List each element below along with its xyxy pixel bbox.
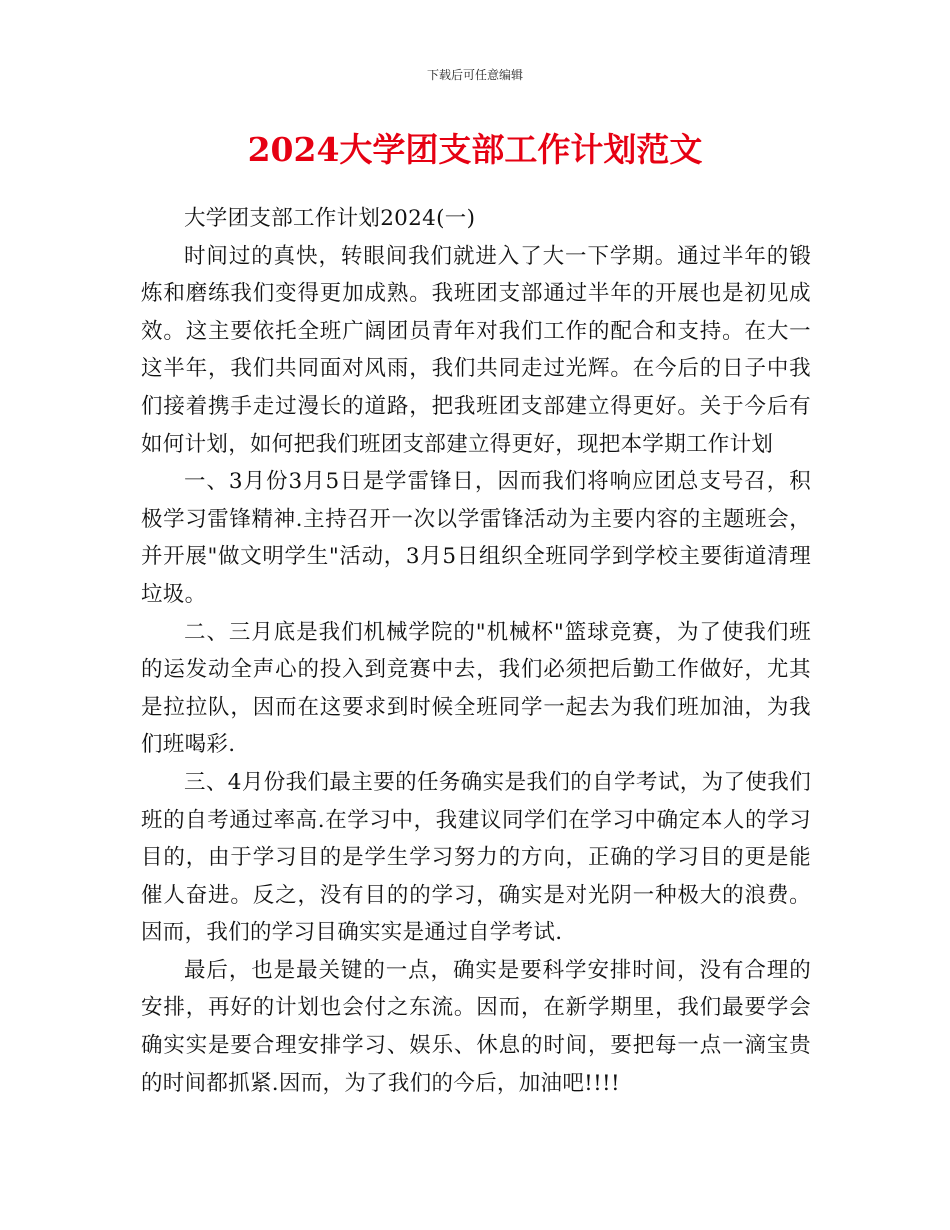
document-title: 2024大学团支部工作计划范文 bbox=[247, 130, 703, 169]
plan-item-basketball: 二、三月底是我们机械学院的"机械杯"篮球竞赛，为了使我们班的运发动全声心的投入到竞赛中去，我们必须把后勤工作做好，尤其是拉拉队，因而在这要求到时候全班同学一起去为我们班加油，为我们班喝彩. bbox=[141, 619, 811, 758]
plan-item-march: 一、3月份3月5日是学雷锋日，因而我们将响应团总支号召，积极学习雷锋精神.主持召开一次以学雷锋活动为主要内容的主题班会，并开展"做文明学生"活动，3月5日组织全班同学到学校主要街道清理垃圾。 bbox=[141, 469, 811, 607]
plan-item-april-exam: 三、4月份我们最主要的任务确实是我们的自学考试，为了使我们班的自考通过率高.在学习中，我建议同学们在学习中确定本人的学习目的，由于学习目的是学生学习努力的方向，正确的学习目的更是能催人奋进。反之，没有目的的学习，确实是对光阴一种极大的浪费。因而，我们的学习目确实实是通过自学考试. bbox=[141, 769, 811, 946]
document-body bbox=[141, 200, 811, 1102]
section-heading: 大学团支部工作计划2024(一) bbox=[184, 206, 476, 231]
header-note: 下载后可任意编辑 bbox=[426, 68, 523, 82]
intro-paragraph: 时间过的真快，转眼间我们就进入了大一下学期。通过半年的锻炼和磨练我们变得更加成熟。我班团支部通过半年的开展也是初见成效。这主要依托全班广阔团员青年对我们工作的配合和支持。在大一这半年，我们共同面对风雨，我们共同走过光辉。在今后的日子中我们接着携手走过漫长的道路，把我班团支部建立得更好。关于今后有如何计划，如何把我们班团支部建立得更好，现把本学期工作计划 bbox=[141, 243, 811, 457]
closing-paragraph: 最后，也是最关键的一点，确实是要科学安排时间，没有合理的安排，再好的计划也会付之东流。因而，在新学期里，我们最要学会确实实是要合理安排学习、娱乐、休息的时间，要把每一点一滴宝贵的时间都抓紧.因而，为了我们的今后，加油吧!!!! bbox=[141, 957, 811, 1096]
